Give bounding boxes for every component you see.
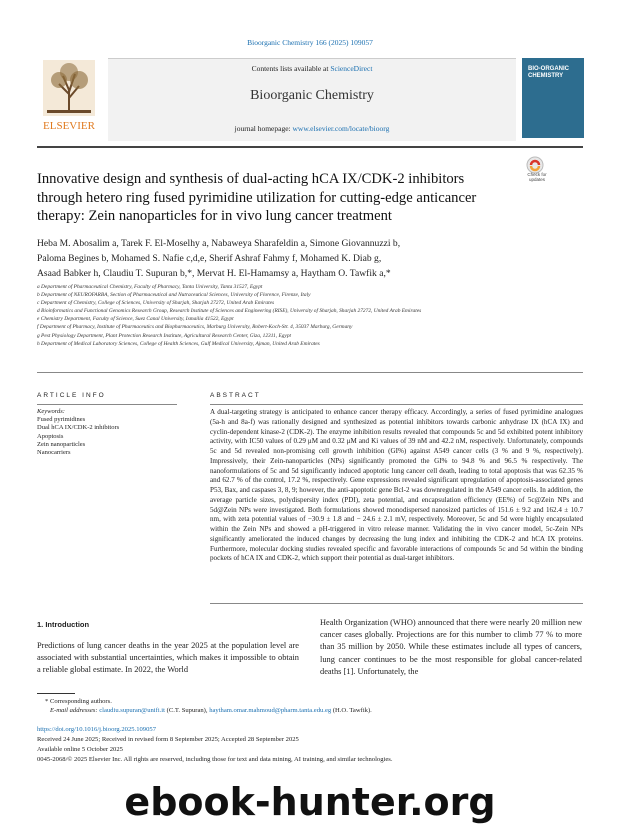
email-link-supuran[interactable]: claudiu.supuran@unifi.it (99, 707, 165, 714)
article-info-heading: ARTICLE INFO (37, 392, 106, 399)
email-label: E-mail addresses: (50, 707, 100, 714)
available-online-date: Available online 5 October 2025 (37, 746, 123, 753)
affiliation: h Department of Medical Laboratory Sciences, College of Health Sciences, Gulf Medical University, Ajman, United Arab Emirates (37, 340, 320, 347)
affiliation: g Pest Physiology Department, Plant Protection Research Institute, Agricultural Research Center, Giza, 12311, Egypt (37, 332, 292, 339)
corresponding-authors-note: * Corresponding authors. (45, 698, 112, 705)
header-divider (37, 146, 583, 148)
affiliation: e Chemistry Department, Faculty of Science, Suez Canal University, Ismailia 41522, Egypt (37, 316, 234, 323)
footnote-rule (37, 693, 75, 694)
journal-homepage (108, 124, 516, 133)
keywords-heading: Keywords: (37, 408, 65, 415)
journal-cover-title: BIO-ORGANIC CHEMISTRY (528, 66, 569, 79)
contents-available (108, 64, 516, 73)
sciencedirect-link[interactable]: ScienceDirect (330, 64, 373, 73)
publisher-name: ELSEVIER (43, 120, 95, 132)
keyword: Apoptosis (37, 432, 64, 440)
email-owner: (H.O. Tawfik). (331, 707, 372, 714)
copyright-notice: 0045-2068/© 2025 Elsevier Inc. All rights are reserved, including those for text and data mining, AI training, and similar technologies. (37, 756, 393, 763)
keyword: Nanocarriers (37, 449, 71, 457)
email-link-tawfik[interactable]: haytham.omar.mahmoud@pharm.tanta.edu.eg (209, 707, 332, 714)
keyword: Zein nanoparticles (37, 440, 86, 448)
affiliations (37, 283, 583, 348)
introduction-heading: 1. Introduction (37, 620, 90, 629)
article-title: Innovative design and synthesis of dual-acting hCA IX/CDK-2 inhibitors through hetero ring fused pyrimidine utilization for cutting-edge anticancer therapy: Zein nanoparticles for in vivo lung cancer treatment (37, 171, 477, 224)
section-divider (37, 372, 583, 373)
email-addresses (50, 707, 580, 714)
affiliation: d Bioinformatics and Functional Genomics Research Group, Research Institute of Sciences and Engineering (RISE), University of Sharjah, Sharjah 27272, United Arab Emirates (37, 308, 422, 315)
introduction-column-left: Predictions of lung cancer deaths in the year 2025 at the population level are associated with substantial uncertainties, which makes it impossible to obtain a reliable global estimate. In 2022, the World (37, 641, 299, 675)
homepage-link[interactable]: www.elsevier.com/locate/bioorg (292, 124, 390, 133)
journal-title: Bioorganic Chemistry (250, 88, 374, 103)
affiliation: f Department of Pharmacy, Institute of Pharmaceutics and Biopharmaceutics, Marburg University, Robert-Koch-Str. 4, 35037 Marburg, Germany (37, 324, 353, 331)
keywords-list (37, 416, 119, 457)
affiliation: b Department of NEUROFARBA, Section of Pharmaceutical and Nutraceutical Sciences, University of Florence, Firenze, Italy (37, 292, 311, 299)
authors-line: Paloma Begines b, Mohamed S. Nafie c,d,e, Sherif Ashraf Fahmy f, Mohamed K. Diab g, (37, 253, 382, 264)
introduction-column-right: Health Organization (WHO) announced that there were nearly 20 million new cancer cases globally. Projections are for this number to climb 77 % to more than 35 million by 2050. While these estimates include all types of cancers, lung cancer continues to be the most responsible for global cancer-related deaths [1]. Unfortunately, the (320, 618, 582, 676)
doi-link[interactable]: https://doi.org/10.1016/j.bioorg.2025.109057 (37, 726, 156, 733)
abstract-bottom-rule (210, 603, 583, 604)
affiliation: a Department of Pharmaceutical Chemistry, Faculty of Pharmacy, Tanta University, Tanta 31527, Egypt (37, 284, 263, 290)
author-list (37, 236, 583, 281)
authors-line: Heba M. Abosalim a, Tarek F. El-Moselhy a, Nabaweya Sharafeldin a, Simone Giovannuzzi b, (37, 238, 401, 249)
keyword: Dual hCA IX/CDK-2 inhibitors (37, 424, 120, 432)
keyword: Fused pyrimidines (37, 416, 86, 423)
article-info-rule (37, 404, 177, 405)
homepage-prefix: journal homepage: (234, 124, 293, 133)
affiliation: c Department of Chemistry, College of Sciences, University of Sharjah, Sharjah 27272, United Arab Emirates (37, 300, 275, 307)
abstract-heading: ABSTRACT (210, 392, 261, 399)
watermark: ebook-hunter.org (124, 780, 496, 824)
authors-line: Asaad Babker h, Claudiu T. Supuran b,*, Mervat H. El-Hamamsy a, Haytham O. Tawfik a,* (37, 268, 391, 279)
abstract-rule (210, 404, 583, 405)
received-dates: Received 24 June 2025; Received in revised form 8 September 2025; Accepted 28 September 2025 (37, 736, 299, 743)
elsevier-tree-logo (37, 58, 101, 134)
email-owner: (C.T. Supuran), (164, 707, 210, 714)
check-for-updates-label[interactable]: Check for updates (527, 172, 547, 182)
journal-reference[interactable]: Bioorganic Chemistry 166 (2025) 109057 (247, 38, 373, 47)
abstract-text: A dual-targeting strategy is anticipated to enhance cancer therapy efficacy. Accordingly, a series of fused pyrimidine analogues (5a-h and 8a-f) was rationally designed and synthesized as potential inhibitors towards carbonic anhydrase IX (hCA IX) and cyclin-dependent kinase-2 (CDK-2). The enzyme inhibition results revealed that compounds 5c and 5d exhibited potent inhibitory activity, with IC50 values of 0.29 μM and 0.32 μM and Ki values of 39 nM and 42.2 nM, respectively. Unfortunately, compounds 5c and 5d revealed non-promising cell growth inhibition (GI%) against A549 cancer cells (3 % and 9 %, respectively). Impressively, their Zein-nanoparticles (NPs) significantly promoted the GI% to 94.8 % and 96.5 % respectively. The nanoformulations of 5c and 5d significantly induced apoptotic lung cancer cell death, leading to total apoptosis that was 62.35 % and 62.7 % of the control, 17.2 %, respectively. Gene expressions revealed significant upregulation of apoptosis-associated genes P53, Bax, and caspases 3, 8, 9; however, the anti-apoptotic gene Bcl-2 was downregulated in the A549 cancer cells. In addition, the average particle sizes, polydispersity index (PDI), zeta potential, and encapsulation efficiency (EE%) of 5c@Zein NPs and 5d@Zein NPs were investigated. Both formulations showed monodispersed nanosized particles of 151.6 ± 9.2 and 162.4 ± 10.7 nm, with zeta potential values of −30.9 ± 1.8 and − 24.6 ± 2.1 mV, respectively. Moreover, 5c and 5d were highly encapsulated within the Zein NPs and showed a pH-triggered in vitro release manner. Validating the in vivo cancer model, 5c-Zein NPs significantly ameliorated the induced changes by decreasing the lung index and inhibiting the CDK-2 and hCA IX proteins. Furthermore, molecular docking studies revealed specific and favorable interactions of compounds 5c and 5d within the binding pockets of hCA IX and CDK-2, which support their potential as dual-target inhibitors. (210, 408, 583, 563)
contents-prefix: Contents lists available at (251, 64, 331, 73)
